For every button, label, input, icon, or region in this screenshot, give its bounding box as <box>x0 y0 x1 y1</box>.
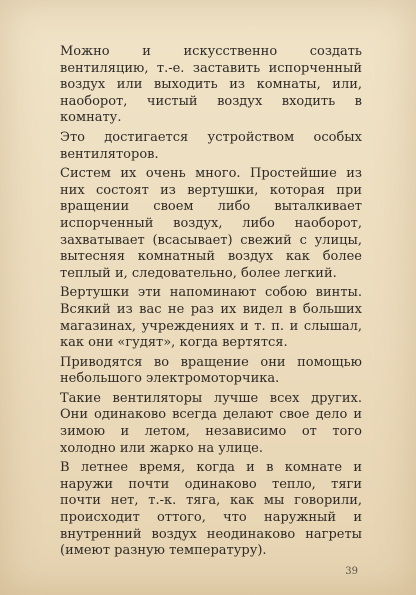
paragraph-1: Можно и искусственно создать вентиляцию, т.-е. заставить испорченный воздух или выходить из комнаты, или, наоборот, чистый воздух входить в комнату. <box>60 44 362 126</box>
paragraph-7: В летнее время, когда и в комнате и наружи почти одинаково тепло, тяги почти нет, т.-к. тяга, как мы говорили, происходит оттого, что наружный и внутренний воздух неодинаково нагреты (имеют разную температуру). <box>60 460 362 559</box>
paragraph-6: Такие вентиляторы лучше всех других. Они одинаково всегда делают свое дело и зимою и летом, независимо от того холодно или жарко на улице. <box>60 390 362 456</box>
paragraph-2: Это достигается устройством особых вентиляторов. <box>60 129 362 162</box>
paragraph-3: Систем их очень много. Простейшие из них состоят из вертушки, которая при вращении своем либо выталкивает испорченный воздух, либо наоборот, захватывает (всасывает) свежий с улицы, вытесняя комнатный воздух как более теплый и, следовательно, более легкий. <box>60 166 362 281</box>
page-number: 39 <box>345 566 358 577</box>
paragraph-4: Вертушки эти напоминают собою винты. Всякий из вас не раз их видел в больших магазинах, учреждениях и т. п. и слышал, как они «гудят», когда вертятся. <box>60 285 362 351</box>
paragraph-5: Приводятся во вращение они помощью небольшого электромоторчика. <box>60 354 362 387</box>
body-text <box>60 44 362 563</box>
